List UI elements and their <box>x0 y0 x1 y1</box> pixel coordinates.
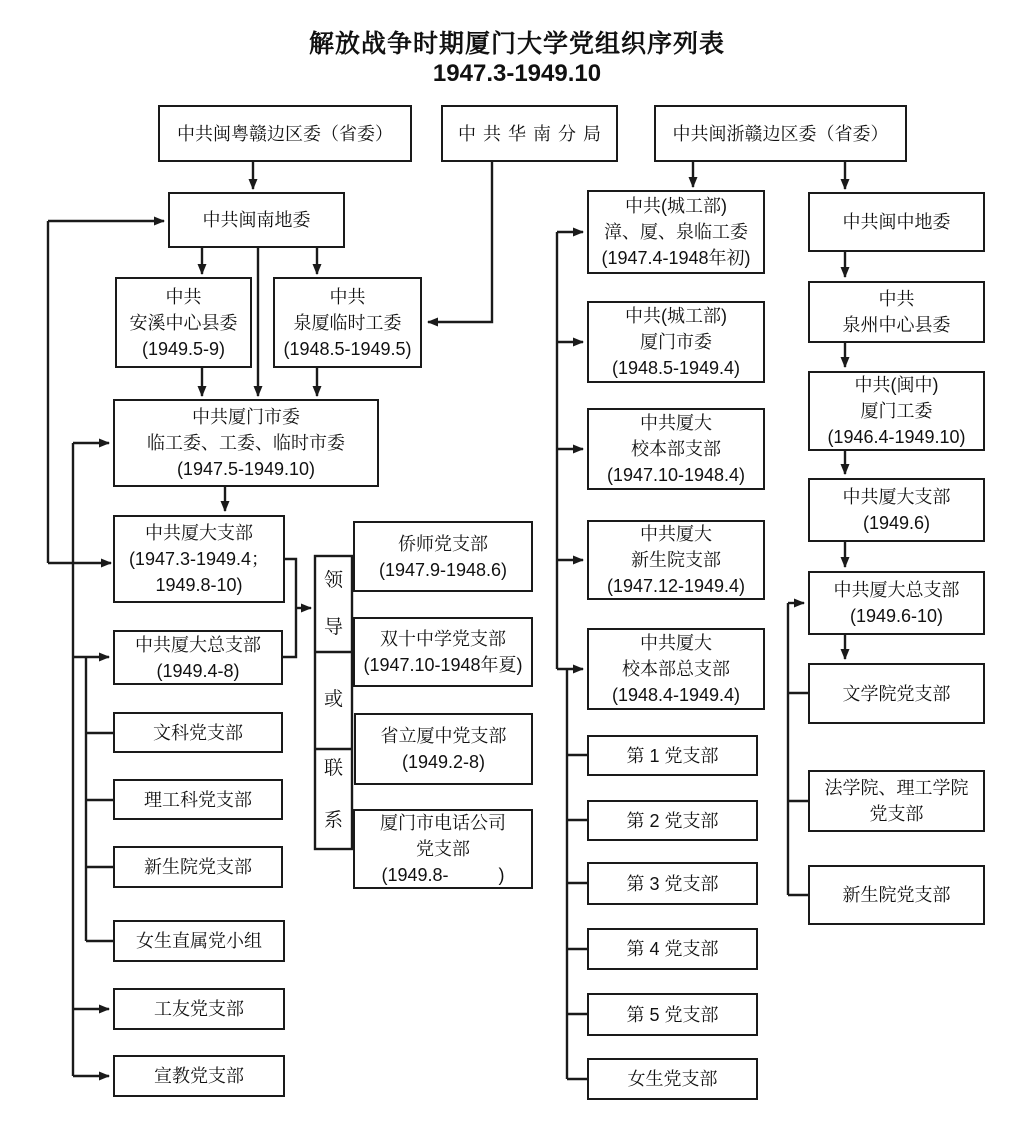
node-urban-work-dept-xiamen-city-committee: 中共(城工部) 厦门市委 (1948.5-1949.4) <box>587 301 765 383</box>
node-zhang-xia-quan-temp-work-committee: 中共(城工部) 漳、厦、泉临工委 (1947.4-1948年初) <box>587 190 765 274</box>
node-branch-2: 第 2 党支部 <box>587 800 758 841</box>
chart-subtitle: 1947.3-1949.10 <box>432 60 602 87</box>
node-xiada-branch: 中共厦大支部 (1947.3-1949.4； 1949.8-10) <box>113 515 285 603</box>
node-xiada-general-branch: 中共厦大总支部 (1949.4-8) <box>113 630 283 685</box>
node-science-engineering-branch: 理工科党支部 <box>113 779 283 820</box>
node-anxi-central-county-committee: 中共 安溪中心县委 (1949.5-9) <box>115 277 252 368</box>
node-liberal-arts-branch: 文科党支部 <box>113 712 283 753</box>
chart-title: 解放战争时期厦门大学党组织序列表 <box>308 30 725 58</box>
node-shuangshi-middle-school-branch: 双十中学党支部 (1947.10-1948年夏) <box>353 617 533 687</box>
node-main-campus-general-branch: 中共厦大 校本部总支部 (1948.4-1949.4) <box>587 628 765 710</box>
node-branch-5: 第 5 党支部 <box>587 993 758 1036</box>
node-quanxia-temporary-work-committee: 中共 泉厦临时工委 (1948.5-1949.5) <box>273 277 422 368</box>
relation-label-char-1: 领 <box>323 570 343 591</box>
node-freshman-college-branch-right: 新生院党支部 <box>808 865 985 925</box>
node-workers-branch: 工友党支部 <box>113 988 285 1030</box>
relation-label-char-5: 系 <box>323 810 343 831</box>
node-branch-1: 第 1 党支部 <box>587 735 758 776</box>
node-law-science-colleges-branch: 法学院、理工学院 党支部 <box>808 770 985 832</box>
node-xiada-branch-right: 中共厦大支部 (1949.6) <box>808 478 985 542</box>
node-college-of-arts-branch: 文学院党支部 <box>808 663 985 724</box>
node-propaganda-branch: 宣教党支部 <box>113 1055 285 1097</box>
middle-column-links <box>557 232 587 1079</box>
node-female-students-branch: 女生党支部 <box>587 1058 758 1100</box>
node-minnan-prefectural-committee: 中共闽南地委 <box>168 192 345 248</box>
node-minyuegan-border-region-committee: 中共闽粤赣边区委（省委） <box>158 105 412 162</box>
node-provincial-xiamen-middle-school-branch: 省立厦中党支部 (1949.2-8) <box>354 713 533 785</box>
node-minzhong-prefectural-committee: 中共闽中地委 <box>808 192 985 252</box>
node-main-campus-branch: 中共厦大 校本部支部 (1947.10-1948.4) <box>587 408 765 490</box>
node-freshman-college-branch-left: 新生院党支部 <box>113 846 283 888</box>
node-qiaoshi-branch: 侨师党支部 (1947.9-1948.6) <box>353 521 533 592</box>
node-south-china-bureau: 中共华南分局 <box>441 105 618 162</box>
node-minzhong-xiamen-work-committee: 中共(闽中) 厦门工委 (1946.4-1949.10) <box>808 371 985 451</box>
relation-label-char-4: 联 <box>323 758 343 779</box>
node-branch-4: 第 4 党支部 <box>587 928 758 970</box>
relation-label-char-3: 或 <box>323 689 343 710</box>
node-quanzhou-central-county-committee: 中共 泉州中心县委 <box>808 281 985 343</box>
relation-merge-links <box>283 559 311 657</box>
node-freshman-college-branch-mid: 中共厦大 新生院支部 (1947.12-1949.4) <box>587 520 765 600</box>
node-xiada-general-branch-right: 中共厦大总支部 (1949.6-10) <box>808 571 985 635</box>
node-xiamen-city-committee: 中共厦门市委 临工委、工委、临时市委 (1947.5-1949.10) <box>113 399 379 487</box>
relation-label-char-2: 导 <box>323 617 343 638</box>
node-telephone-company-branch: 厦门市电话公司 党支部 (1949.8- ) <box>353 809 533 889</box>
node-branch-3: 第 3 党支部 <box>587 862 758 905</box>
node-minzhegan-border-region-committee: 中共闽浙赣边区委（省委） <box>654 105 907 162</box>
node-female-students-party-group: 女生直属党小组 <box>113 920 285 962</box>
